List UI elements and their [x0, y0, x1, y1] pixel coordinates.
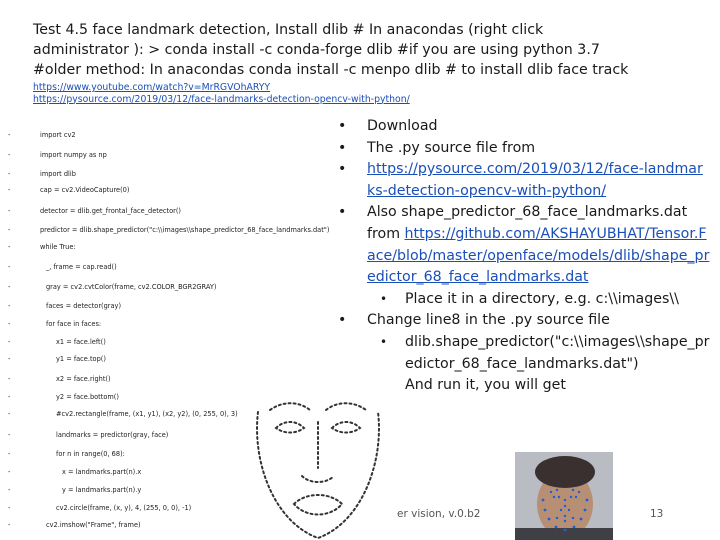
run-result-text: And run it, you will get: [405, 377, 566, 394]
sub-bullet-shape-predictor: • dlib.shape_predictor("c:\\images\\shape_predictor_68_face_landmarks.dat"): [380, 333, 710, 372]
github-predictor-link[interactable]: https://github.com/AKSHAYUBHAT/Tensor.Face/blob/master/openface/models/dlib/shape_predictor_68_face_landmarks.dat: [367, 225, 710, 286]
youtube-link[interactable]: https://www.youtube.com/watch?v=MrRGVOhARYY: [33, 82, 271, 93]
code-text: detector = dlib.get_frontal_face_detector(): [40, 207, 181, 215]
code-bullet: -: [8, 504, 11, 512]
code-text: predictor = dlib.shape_predictor("c:\\images\\shape_predictor_68_face_landmarks.dat"): [40, 226, 330, 234]
code-text: gray = cv2.cvtColor(frame, cv2.COLOR_BGR2GRAY): [46, 283, 217, 291]
mouth: [294, 495, 342, 515]
code-text: cv2.imshow("Frame", frame): [46, 521, 141, 529]
bullet-icon: •: [338, 139, 347, 156]
code-bullet: -: [8, 170, 11, 178]
code-text: #cv2.rectangle(frame, (x1, y1), (x2, y2), (0, 255, 0), 3): [56, 410, 238, 418]
code-bullet: -: [8, 450, 11, 458]
bullet-change-line: • Change line8 in the .py source file: [338, 310, 710, 332]
right-eye: [332, 422, 360, 433]
bullet-source-file: • The .py source file from: [338, 138, 710, 160]
sub-bullet-icon: •: [380, 291, 388, 306]
code-bullet: -: [8, 243, 11, 251]
code-text: x = landmarks.part(n).x: [62, 468, 142, 476]
title-line: Test 4.5 face landmark detection, Install dlib # In anacondas (right click: [33, 22, 544, 38]
code-bullet: -: [8, 131, 11, 139]
code-bullet: -: [8, 393, 11, 401]
code-bullet: -: [8, 355, 11, 363]
code-bullet: -: [8, 186, 11, 194]
code-text: for face in faces:: [46, 320, 102, 328]
title-line: #older method: In anacondas conda install -c menpo dlib # to install dlib face track: [33, 62, 629, 78]
bullet-download: • Download: [338, 116, 710, 138]
code-text: for n in range(0, 68):: [56, 450, 125, 458]
code-text: import dlib: [40, 170, 76, 178]
code-text: cv2.circle(frame, (x, y), 4, (255, 0, 0), -1): [56, 504, 192, 512]
face-landmark-wireframe-image: [244, 392, 392, 540]
code-text: y1 = face.top(): [56, 355, 106, 363]
code-bullet: -: [8, 338, 11, 346]
code-text: y = landmarks.part(n).y: [62, 486, 142, 494]
webcam-landmark-result-image: [515, 452, 613, 540]
code-bullet: -: [8, 521, 11, 529]
bullet-icon: •: [338, 161, 347, 178]
bullet-source-link: [338, 159, 710, 202]
pysource-link[interactable]: https://pysource.com/2019/03/12/face-landmarks-detection-opencv-with-python/: [33, 93, 410, 105]
code-bullet: -: [8, 226, 11, 234]
bullet-icon: •: [338, 204, 347, 221]
code-text: faces = detector(gray): [46, 302, 122, 310]
code-text: x1 = face.left(): [56, 338, 106, 346]
bullet-icon: •: [338, 312, 347, 329]
code-bullet: -: [8, 207, 11, 215]
code-bullet: -: [8, 375, 11, 383]
code-bullet: -: [8, 302, 11, 310]
nose-base: [302, 476, 334, 482]
sub-bullet-icon: •: [380, 334, 388, 349]
code-text: import numpy as np: [40, 151, 107, 159]
code-bullet: -: [8, 431, 11, 439]
title-line: administrator ): > conda install -c conda-forge dlib #if you are using python 3.7: [33, 42, 600, 58]
sub-bullet-place-file: • Place it in a directory, e.g. c:\\images\\: [338, 289, 710, 311]
code-bullet: -: [8, 486, 11, 494]
code-bullet: -: [8, 320, 11, 328]
left-eye: [276, 422, 304, 433]
code-bullet: -: [8, 263, 11, 271]
code-text: x2 = face.right(): [56, 375, 111, 383]
code-text: import cv2: [40, 131, 76, 139]
code-text: _, frame = cap.read(): [46, 263, 117, 271]
right-brow: [326, 403, 366, 410]
code-bullet: -: [8, 410, 11, 418]
code-text: cap = cv2.VideoCapture(0): [40, 186, 130, 194]
instructions-list: [338, 116, 710, 397]
bullet-predictor-file: • Also shape_predictor_68_face_landmarks.dat from https://github.com/AKSHAYUBHAT/Tensor.Face/blob/master/openface/models/dlib/shape_predictor_68_face_landmarks.dat: [338, 204, 710, 286]
code-bullet: -: [8, 468, 11, 476]
left-brow: [270, 403, 310, 410]
code-bullet: -: [8, 283, 11, 291]
code-text: while True:: [40, 243, 76, 251]
footer-text: er vision, v.0.b2: [397, 508, 481, 520]
bullet-icon: •: [338, 118, 347, 134]
pysource-article-link[interactable]: https://pysource.com/2019/03/12/face-landmarks-detection-opencv-with-python/: [367, 161, 703, 199]
jaw-outline: [257, 412, 379, 538]
code-bullet: -: [8, 151, 11, 159]
code-text: landmarks = predictor(gray, face): [56, 431, 169, 439]
page-number: 13: [650, 508, 664, 520]
code-text: y2 = face.bottom(): [56, 393, 119, 401]
